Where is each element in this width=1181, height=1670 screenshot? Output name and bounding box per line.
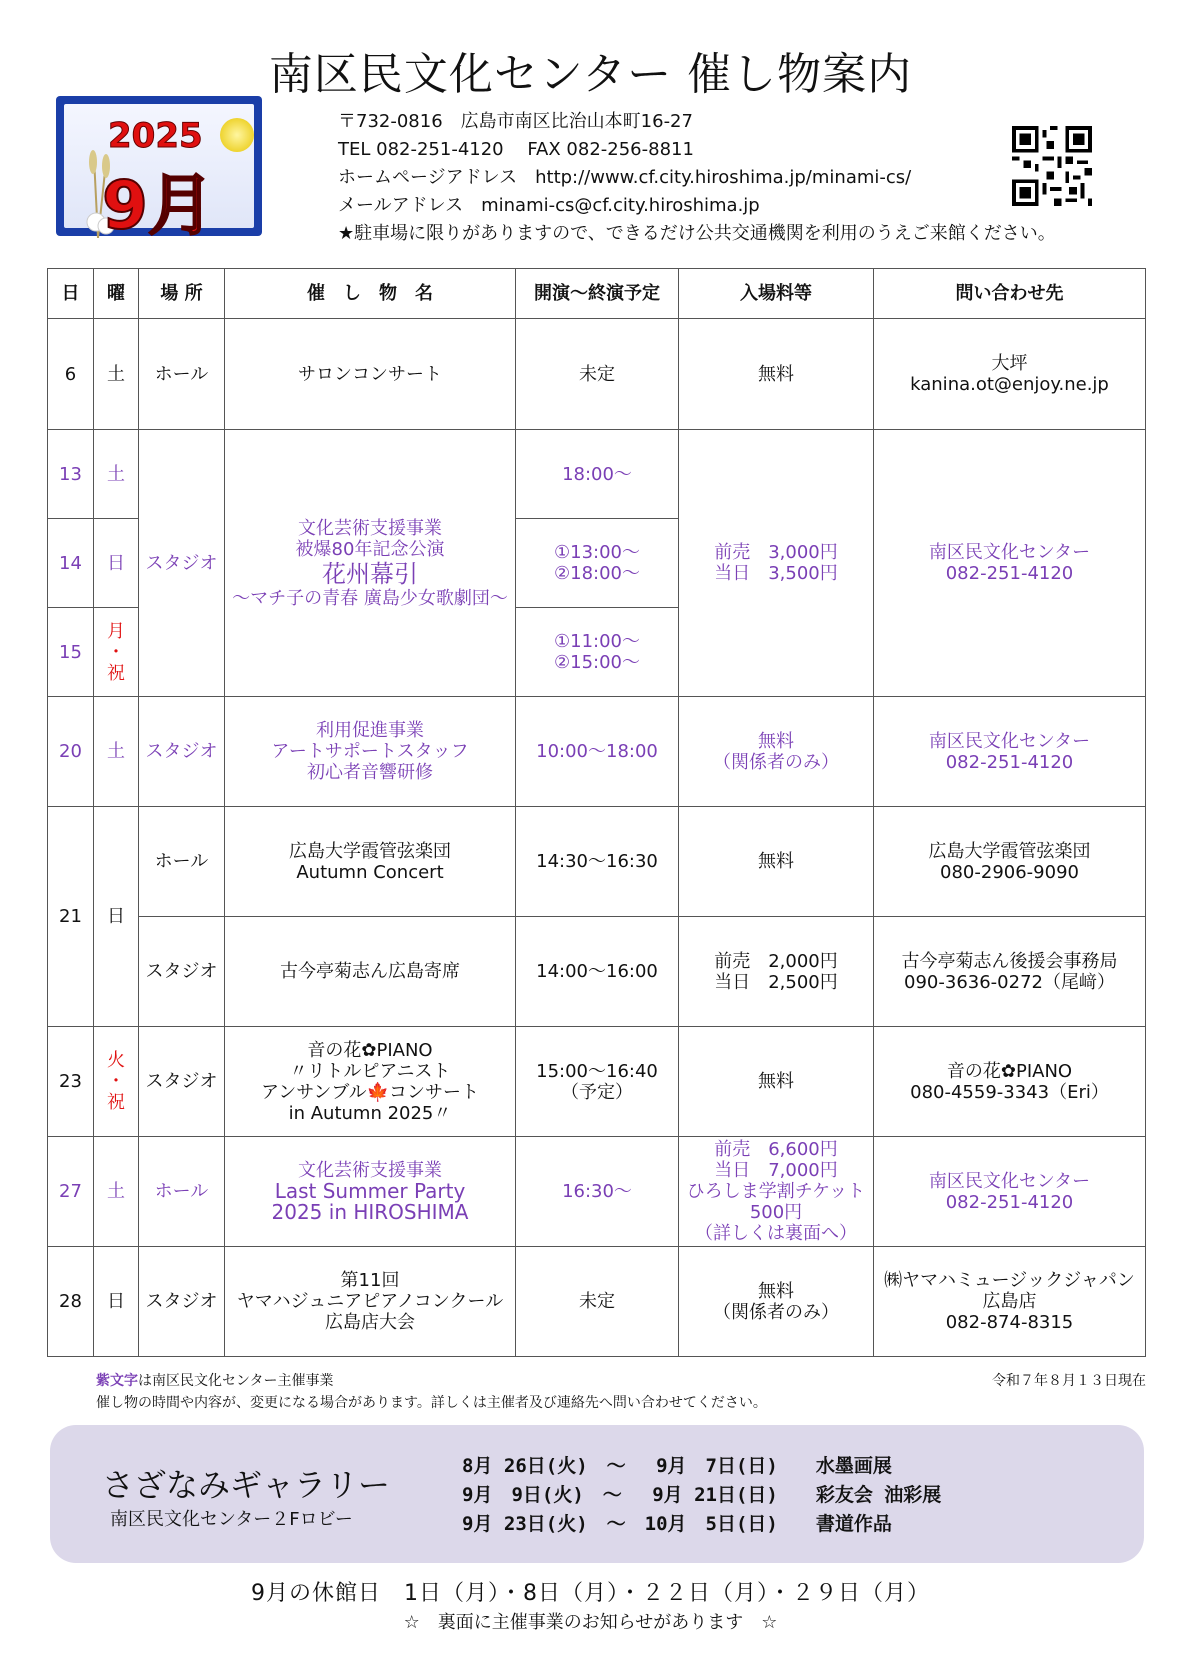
contact-name: 南区民文化センター xyxy=(928,1170,1091,1192)
cell-fee xyxy=(679,1247,874,1357)
purple-legend-word: 紫文字 xyxy=(96,1373,138,1389)
gallery-title: さざなみギャラリー xyxy=(102,1466,391,1504)
cell-time: 14:30～16:30 xyxy=(516,807,679,917)
table-row xyxy=(48,1137,1146,1247)
cell-fee xyxy=(679,430,874,697)
cell-time: 14:00～16:00 xyxy=(516,917,679,1027)
cell-place: ホール xyxy=(139,807,225,917)
fee-line: 当日 2,500円 xyxy=(714,971,838,993)
header-place: 場 所 xyxy=(139,269,225,319)
cell-contact xyxy=(874,807,1146,917)
badge-month: 9月 xyxy=(102,167,214,244)
time-line: ②18:00～ xyxy=(553,563,640,584)
cell-day: 14 xyxy=(48,519,94,608)
event-line: アートサポートスタッフ xyxy=(271,741,469,762)
event-line: 広島大学霞管弦楽団 xyxy=(289,840,451,862)
email-address[interactable]: メールアドレス minami-cs@cf.city.hiroshima.jp xyxy=(338,195,760,216)
table-row xyxy=(48,697,1146,807)
contact-name: 音の花✿PIANO xyxy=(946,1060,1073,1082)
cell-weekday xyxy=(94,1027,139,1137)
contact-info xyxy=(338,108,1056,248)
as-of-date: 令和７年８月１３日現在 xyxy=(992,1373,1146,1389)
cell-place: スタジオ xyxy=(139,1027,225,1137)
cell-event: サロンコンサート xyxy=(225,319,516,430)
cell-day: 15 xyxy=(48,608,94,697)
cell-time: 10:00～18:00 xyxy=(516,697,679,807)
cell-place: スタジオ xyxy=(139,1247,225,1357)
fee-line: （詳しくは裏面へ） xyxy=(695,1223,857,1244)
cell-place: スタジオ xyxy=(139,697,225,807)
badge-year: 2025 xyxy=(108,116,203,156)
cell-event xyxy=(225,430,516,697)
contact-name: 広島大学霞管弦楽団 xyxy=(928,840,1091,862)
contact-phone: 082-251-4120 xyxy=(945,563,1074,584)
table-header-row xyxy=(48,269,1146,319)
postal-address: 〒732-0816 広島市南区比治山本町16-27 xyxy=(338,111,693,132)
cell-event xyxy=(225,807,516,917)
cell-weekday: 日 xyxy=(94,519,139,608)
cell-contact xyxy=(874,319,1146,430)
cell-time: 未定 xyxy=(516,1247,679,1357)
purple-legend-text: は南区民文化センター主催事業 xyxy=(138,1373,334,1389)
table-row xyxy=(48,319,1146,430)
tel-fax: TEL 082-251-4120 FAX 082-256-8811 xyxy=(338,139,694,160)
weekday-part: ・ xyxy=(107,641,125,663)
weekday-part: ・ xyxy=(107,1071,125,1092)
header-fee: 入場料等 xyxy=(679,269,874,319)
cell-weekday: 土 xyxy=(94,319,139,430)
event-line: 文化芸術支援事業 xyxy=(298,517,442,539)
cell-time: 未定 xyxy=(516,319,679,430)
fee-line: 当日 3,500円 xyxy=(714,563,838,584)
change-notice: 催し物の時間や内容が、変更になる場合があります。詳しくは主催者及び連絡先へ問い合わせてください。 xyxy=(96,1395,767,1411)
cell-day: 13 xyxy=(48,430,94,519)
cell-fee xyxy=(679,917,874,1027)
cell-time xyxy=(516,1027,679,1137)
contact-name: 南区民文化センター xyxy=(928,542,1091,563)
header-weekday: 曜 xyxy=(94,269,139,319)
fee-line: 前売 6,600円 xyxy=(714,1139,838,1160)
cell-event xyxy=(225,1027,516,1137)
gallery-item: 8月 26日(火) ～ 9月 7日(日) 水墨画展 xyxy=(462,1455,892,1477)
cell-time xyxy=(516,519,679,608)
cell-contact xyxy=(874,697,1146,807)
cell-event xyxy=(225,1247,516,1357)
cell-weekday: 土 xyxy=(94,1137,139,1247)
gallery-location: 南区民文化センター２Fロビー xyxy=(110,1509,353,1530)
cell-place: ホール xyxy=(139,1137,225,1247)
parking-note: ★駐車場に限りがありますので、できるだけ公共交通機関を利用のうえご来館ください。 xyxy=(338,223,1056,244)
cell-contact xyxy=(874,917,1146,1027)
fee-line: （関係者のみ） xyxy=(713,1301,839,1323)
weekday-part: 祝 xyxy=(107,662,125,684)
event-line: Autumn Concert xyxy=(296,861,444,883)
cell-contact xyxy=(874,430,1146,697)
contact-name: 大坪 xyxy=(991,353,1028,374)
event-line: Last Summer Party xyxy=(274,1179,466,1203)
cell-place: スタジオ xyxy=(139,917,225,1027)
table-row xyxy=(48,1027,1146,1137)
cell-contact xyxy=(874,1137,1146,1247)
homepage-address[interactable]: ホームページアドレス http://www.cf.city.hiroshima.jp/minami-cs/ xyxy=(338,167,912,188)
contact-branch: 広島店 xyxy=(982,1291,1037,1312)
cell-weekday: 日 xyxy=(94,1247,139,1357)
fee-line: 無料 xyxy=(758,730,794,752)
event-line: アンサンブル🍁コンサート xyxy=(260,1081,480,1103)
cell-fee: 無料 xyxy=(679,319,874,430)
cell-event: 古今亭菊志ん広島寄席 xyxy=(225,917,516,1027)
moon-icon xyxy=(220,118,254,152)
fee-line: （関係者のみ） xyxy=(713,751,839,773)
cell-fee: 無料 xyxy=(679,1027,874,1137)
table-row xyxy=(48,807,1146,917)
cell-fee xyxy=(679,697,874,807)
event-line: 文化芸術支援事業 xyxy=(298,1160,442,1181)
contact-phone: 082-874-8315 xyxy=(945,1312,1074,1333)
contact-name: ㈱ヤマハミュージックジャパン xyxy=(884,1270,1135,1291)
month-badge xyxy=(56,96,262,244)
fee-line: 前売 2,000円 xyxy=(714,950,838,972)
cell-day: 28 xyxy=(48,1247,94,1357)
fee-line: 無料 xyxy=(758,1280,794,1302)
fee-line: ひろしま学割チケット xyxy=(686,1181,866,1202)
table-notes xyxy=(96,1370,1146,1412)
event-line: 音の花✿PIANO xyxy=(307,1039,433,1061)
cell-place: スタジオ xyxy=(139,430,225,697)
time-line: ①13:00～ xyxy=(553,542,640,563)
header-day: 日 xyxy=(48,269,94,319)
cell-day: 6 xyxy=(48,319,94,430)
event-line: 利用促進事業 xyxy=(316,720,424,741)
fee-line: 当日 7,000円 xyxy=(714,1160,838,1181)
event-line: ヤマハジュニアピアノコンクール xyxy=(236,1291,504,1312)
gallery-item: 9月 23日(火) ～ 10月 5日(日) 書道作品 xyxy=(462,1513,892,1535)
time-line: ①11:00～ xyxy=(553,631,640,652)
weekday-part: 祝 xyxy=(107,1092,125,1113)
contact-name: 古今亭菊志ん後援会事務局 xyxy=(901,950,1118,972)
cell-fee xyxy=(679,1137,874,1247)
cell-contact xyxy=(874,1027,1146,1137)
contact-phone: 080-2906-9090 xyxy=(940,861,1079,883)
gallery-item: 9月 9日(火) ～ 9月 21日(日) 彩友会 油彩展 xyxy=(462,1484,942,1506)
cell-event xyxy=(225,1137,516,1247)
time-line: （予定） xyxy=(561,1081,633,1103)
qr-code-icon[interactable] xyxy=(1012,126,1092,206)
event-schedule-table xyxy=(47,268,1146,1357)
header-time: 開演～終演予定 xyxy=(516,269,679,319)
table-row xyxy=(48,917,1146,1027)
contact-name: 南区民文化センター xyxy=(928,730,1091,752)
header-contact: 問い合わせ先 xyxy=(874,269,1146,319)
cell-weekday: 土 xyxy=(94,430,139,519)
cell-place: ホール xyxy=(139,319,225,430)
time-line: 15:00～16:40 xyxy=(536,1060,658,1082)
table-row xyxy=(48,430,1146,519)
cell-weekday: 日 xyxy=(94,807,139,1027)
contact-phone: 082-251-4120 xyxy=(945,751,1074,773)
closed-days: 9月の休館日 1日（月）・8日（月）・２２日（月）・２９日（月） xyxy=(251,1581,930,1606)
contact-email: kanina.ot@enjoy.ne.jp xyxy=(910,374,1109,395)
cell-contact xyxy=(874,1247,1146,1357)
gallery-box xyxy=(50,1425,1144,1563)
cell-event xyxy=(225,697,516,807)
notes-row xyxy=(96,1370,1146,1392)
cell-weekday xyxy=(94,608,139,697)
cell-day: 21 xyxy=(48,807,94,1027)
event-line: 第11回 xyxy=(340,1270,400,1291)
fee-line: 500円 xyxy=(749,1202,803,1223)
header-event: 催 し 物 名 xyxy=(225,269,516,319)
footer-note: ☆ 裏面に主催事業のお知らせがあります ☆ xyxy=(403,1612,778,1633)
cell-weekday: 土 xyxy=(94,697,139,807)
time-line: ②15:00～ xyxy=(553,652,640,673)
event-line: in Autumn 2025〃 xyxy=(288,1102,452,1124)
event-line: ～マチ子の青春 廣島少女歌劇団～ xyxy=(232,587,508,609)
cell-fee: 無料 xyxy=(679,807,874,917)
contact-phone: 090-3636-0272（尾﨑） xyxy=(904,971,1115,993)
weekday-part: 月 xyxy=(107,620,125,642)
fee-line: 前売 3,000円 xyxy=(714,542,838,563)
cell-time xyxy=(516,608,679,697)
page-title: 南区民文化センター 催し物案内 xyxy=(268,49,913,100)
cell-day: 23 xyxy=(48,1027,94,1137)
cell-time: 18:00～ xyxy=(516,430,679,519)
event-line: 初心者音響研修 xyxy=(307,762,433,783)
event-line: 被爆80年記念公演 xyxy=(295,538,445,560)
weekday-part: 火 xyxy=(107,1050,125,1071)
event-line: 〃リトルピアニスト xyxy=(289,1060,451,1082)
table-row xyxy=(48,1247,1146,1357)
cell-day: 20 xyxy=(48,697,94,807)
event-title: 花州幕引 xyxy=(322,559,418,588)
contact-phone: 080-4559-3343（Eri） xyxy=(910,1081,1109,1103)
event-line: 広島店大会 xyxy=(325,1312,415,1333)
cell-day: 27 xyxy=(48,1137,94,1247)
contact-phone: 082-251-4120 xyxy=(945,1191,1074,1213)
event-line: 2025 in HIROSHIMA xyxy=(271,1200,469,1224)
cell-time: 16:30～ xyxy=(516,1137,679,1247)
